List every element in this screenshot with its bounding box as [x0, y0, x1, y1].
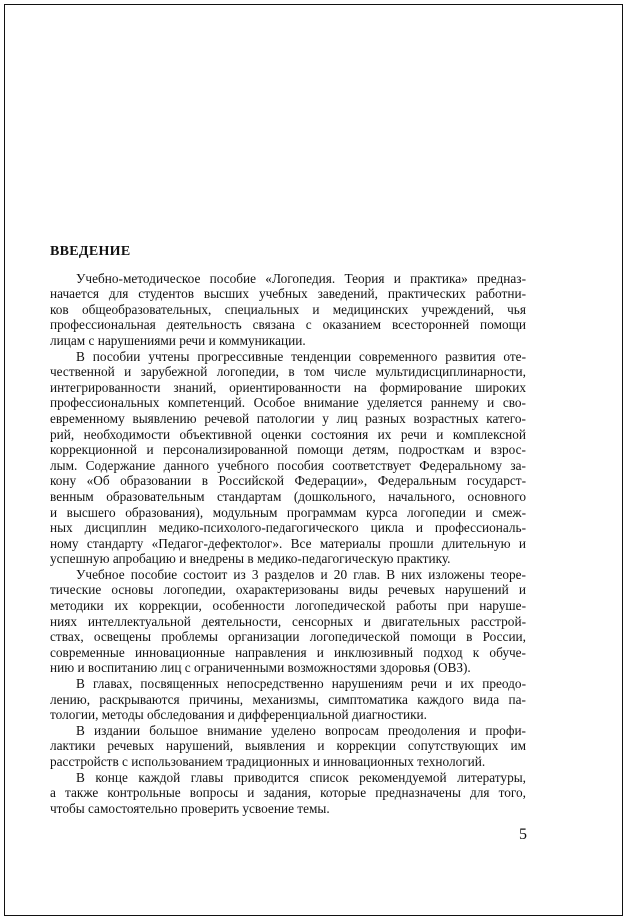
text-line: В главах, посвященных непосредственно нарушениям речи и их преодо- — [76, 676, 526, 692]
document-body — [50, 244, 526, 816]
text-line: расстройств с использованием традиционных и инновационных технологий. — [50, 754, 486, 769]
paragraphs-container — [50, 271, 526, 817]
text-line: нию и воспитанию лиц с ограниченными возможностями здоровья (ОВЗ). — [50, 660, 471, 676]
text-line: В конце каждой главы приводится список рекомендуемой литературы, — [76, 769, 526, 785]
text-line: ниях интеллектуальной деятельности, сенсорных и двигательных расстрой- — [50, 613, 526, 629]
paragraph — [50, 770, 526, 817]
page-number: 5 — [519, 826, 527, 843]
text-line: кону «Об образовании в Российской Федерации», Федеральным государст- — [50, 473, 526, 489]
text-line: ных дисциплин медико-психолого-педагогического цикла и профессиональ- — [50, 520, 526, 536]
text-line: профессиональных компетенций. Особое внимание уделяется раннему и сво- — [50, 395, 526, 411]
text-line: успешную апробацию и внедрены в медико-педагогическую практику. — [50, 551, 451, 567]
text-line: а также контрольные вопросы и задания, которые предназначены для того, — [50, 785, 526, 801]
text-line: рий, необходимости объективной оценки состояния их речи и комплексной — [50, 426, 526, 442]
section-heading: ВВЕДЕНИЕ — [50, 244, 131, 259]
text-line: чественной и зарубежной логопедии, в том числе мультидисциплинарности, — [50, 364, 526, 380]
text-line: лению, раскрываются причины, механизмы, симптоматика каждого вида па- — [50, 691, 526, 707]
text-line: коррекционной и персонализированной помощи детям, подросткам и взрос- — [50, 442, 526, 458]
text-line: евременному выявлению речевой патологии у лиц разных возрастных катего- — [50, 410, 526, 426]
text-line: ствах, освещены проблемы организации логопедической помощи в России, — [50, 629, 526, 645]
text-line: тические основы логопедии, охарактеризованы виды речевых нарушений и — [50, 582, 526, 598]
text-line: профессиональная деятельность связана с оказанием всесторонней помощи — [50, 317, 526, 333]
text-line: лым. Содержание данного учебного пособия соответствует Федеральному за- — [50, 457, 526, 473]
paragraph — [50, 567, 526, 676]
paragraph — [50, 676, 526, 723]
text-line: и высшего образования), модульным программам курса логопедии и смеж- — [50, 504, 526, 520]
text-line: ков общеобразовательных, специальных и медицинских учреждений, чья — [50, 301, 526, 317]
text-line: современные инновационные направления и инклюзивный подход к обуче- — [50, 644, 526, 660]
text-line: ному стандарту «Педагог-дефектолог». Все материалы прошли длительную и — [50, 535, 526, 551]
paragraph — [50, 723, 526, 770]
paragraph — [50, 271, 526, 349]
text-line: начается для студентов высших учебных заведений, практических работни- — [50, 286, 526, 302]
text-line: Учебное пособие состоит из 3 разделов и 20 глав. В них изложены теоре- — [76, 566, 526, 582]
text-line: венным образовательным стандартам (дошкольного, начального, основного — [50, 488, 526, 504]
text-line: В издании большое внимание уделено вопросам преодоления и профи- — [76, 722, 526, 738]
text-line: В пособии учтены прогрессивные тенденции современного развития оте- — [76, 348, 526, 364]
paragraph — [50, 349, 526, 567]
text-line: интегрированности знаний, ориентированности на формирование широких — [50, 379, 526, 395]
text-line: тологии, методы обследования и дифференциальной диагностики. — [50, 707, 427, 723]
text-line: чтобы самостоятельно проверить усвоение темы. — [50, 800, 330, 816]
text-line: Учебно-методическое пособие «Логопедия. Теория и практика» предназ- — [76, 270, 526, 286]
text-line: лицам с нарушениями речи и коммуникации. — [50, 332, 306, 348]
text-line: лактики речевых нарушений, выявления и коррекции сопутствующих им — [50, 738, 526, 754]
text-line: методики их коррекции, особенности логопедической работы при наруше- — [50, 598, 526, 614]
